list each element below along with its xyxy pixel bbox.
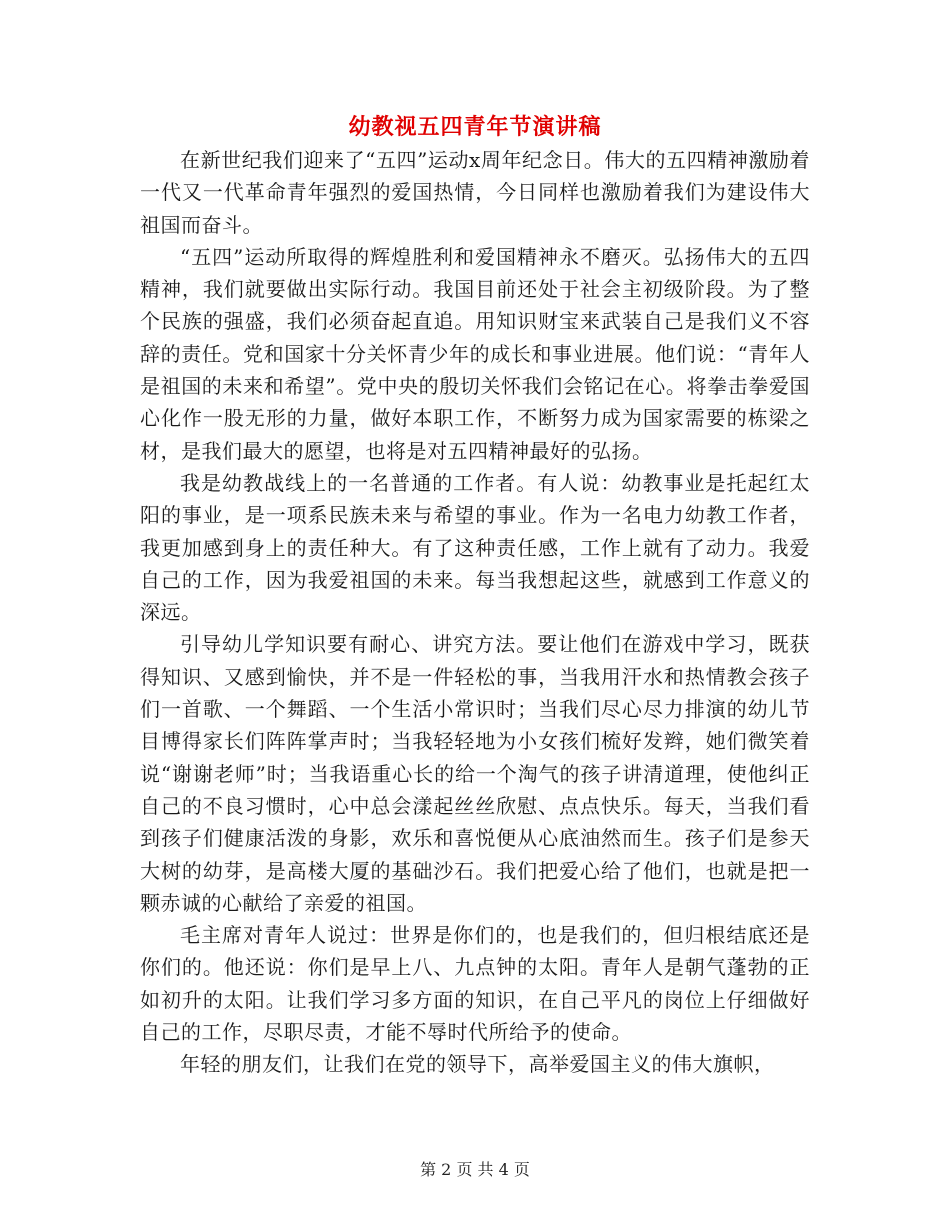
- paragraph-1: 在新世纪我们迎来了“五四”运动x周年纪念日。伟大的五四精神激励着一代又一代革命青年强烈的爱国热情，今日同样也激励着我们为建设伟大祖国而奋斗。: [140, 148, 810, 237]
- paragraph-5: 毛主席对青年人说过：世界是你们的，也是我们的，但归根结底还是你们的。他还说：你们是早上八、九点钟的太阳。青年人是朝气蓬勃的正如初升的太阳。让我们学习多方面的知识，在自己平凡的岗位上仔细做好自己的工作，尽职尽责，才能不辱时代所给予的使命。: [140, 923, 810, 1045]
- document-title: 幼教视五四青年节演讲稿: [348, 114, 602, 140]
- paragraph-3: 我是幼教战线上的一名普通的工作者。有人说：幼教事业是托起红太阳的事业，是一项系民族未来与希望的事业。作为一名电力幼教工作者，我更加感到身上的责任种大。有了这种责任感，工作上就有了动力。我爱自己的工作，因为我爱祖国的未来。每当我想起这些，就感到工作意义的深远。: [140, 470, 810, 625]
- paragraph-4: 引导幼儿学知识要有耐心、讲究方法。要让他们在游戏中学习，既获得知识、又感到愉快，并不是一件轻松的事，当我用汗水和热情教会孩子们一首歌、一个舞蹈、一个生活小常识时；当我们尽心尽力排演的幼儿节目博得家长们阵阵掌声时；当我轻轻地为小女孩们梳好发辫，她们微笑着说“谢谢老师”时；当我语重心长的给一个淘气的孩子讲清道理，使他纠正自己的不良习惯时，心中总会漾起丝丝欣慰、点点快乐。每天，当我们看到孩子们健康活泼的身影，欢乐和喜悦便从心底油然而生。孩子们是参天大树的幼芽，是高楼大厦的基础沙石。我们把爱心给了他们，也就是把一颗赤诚的心献给了亲爱的祖国。: [140, 632, 810, 915]
- document-page: [140, 110, 810, 1081]
- paragraph-6: 年轻的朋友们，让我们在党的领导下，高举爱国主义的伟大旗帜，: [180, 1052, 775, 1077]
- paragraph-2: “五四”运动所取得的辉煌胜利和爱国精神永不磨灭。弘扬伟大的五四精神，我们就要做出实际行动。我国目前还处于社会主初级阶段。为了整个民族的强盛，我们必须奋起直追。用知识财宝来武装自己是我们义不容辞的责任。党和国家十分关怀青少年的成长和事业进展。他们说：“青年人是祖国的未来和希望”。党中央的殷切关怀我们会铭记在心。将拳击拳爱国心化作一股无形的力量，做好本职工作，不断努力成为国家需要的栋梁之材，是我们最大的愿望，也将是对五四精神最好的弘扬。: [140, 244, 810, 463]
- page-number-footer: 第 2 页 共 4 页: [420, 1160, 530, 1179]
